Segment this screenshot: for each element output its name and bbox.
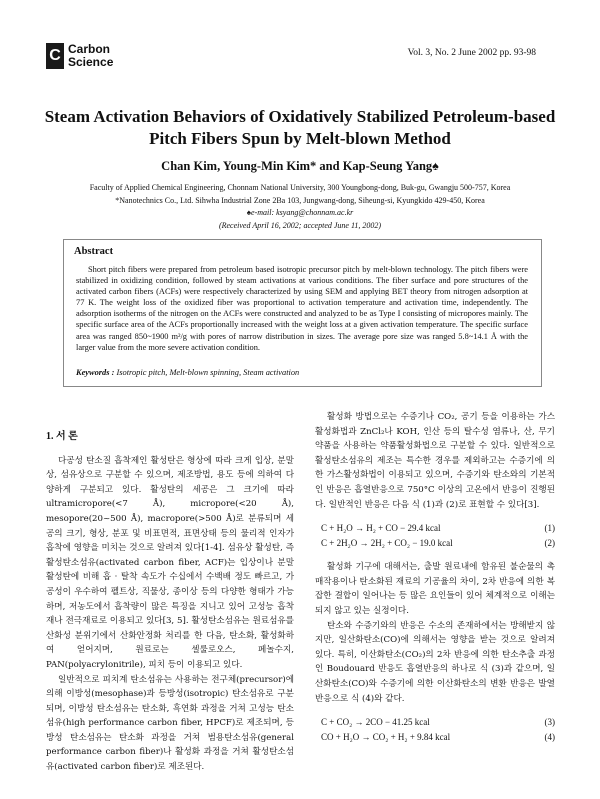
keywords-text: Isotropic pitch, Melt-blown spinning, Steam activation [114, 368, 300, 377]
keywords-label: Keywords : [76, 368, 115, 377]
paragraph: 탄소와 수증기와의 반응은 수소의 존재하에서는 방해받지 않지만, 일산화탄소(CO)에 의해서는 영향을 받는 것으로 알려져 있다. 특히, 이산화탄소(CO₂)의 2차 반응에 의한 탄소추출 과정인 Boudouard 반응도 흡열반응의 하나로 식 (3)과 같으며, 일산화탄소(CO)와 수증기에 의한 이산화탄소의 변환 반응은 발열반응으로 식 (4)와 같다. [315, 620, 555, 704]
equation-number: (2) [544, 538, 555, 549]
section-heading: 1. 서 론 [46, 431, 78, 442]
equation-text: C + H₂O → H₂ + CO − 29.4 kcal [321, 523, 441, 534]
journal-name-line2: Science [68, 55, 114, 69]
equation-block [315, 715, 555, 745]
abstract-text: Short pitch fibers were prepared from petroleum based isotropic precursor pitch by melt-blown technology. The pitch fibers were stabilized in oxidizing condition, followed by steam activations at various conditions. The fiber surface and pore structures of the activated carbon fibers (ACFs) were respectively characterized by using SEM and applying BET theory from nitrogen adsorption at 77 K. The weight loss of the oxidized fiber was proportional to activation temperature and activation time, independently. The adsorption isotherms of the nitrogen on the ACFs were constructed and analyzed to be as Type I consisting of micropores mainly. The specific surface area of the ACFs proportionally increased with the weight loss at a given activation temperature. The specific surface area was ranged 850~1900 m²/g with pores of narrow distribution in sizes. The average pore size was ranged 5.8~14.1 Å with the larger value from the more severe activation condition. [76, 265, 528, 352]
affiliation-2: *Nanotechnics Co., Ltd. Sihwha Industrial Zone 2Ba 103, Jungwang-dong, Siheung-si, Kyungkido 429-450, Korea [115, 195, 485, 205]
affiliations [0, 182, 600, 232]
equation-block [315, 521, 555, 551]
equation-number: (4) [544, 732, 555, 743]
paragraph: 활성화 방법으로는 수증기나 CO₂, 공기 등을 이용하는 가스 활성화법과 ZnCl₂나 KOH, 인산 등의 탈수성 염류나, 산, 무기 약품을 사용하는 약품활성화법으로 구분할 수 있다. 일반적으로 활성탄소섬유의 제조는 특수한 경우를 제외하고는 수증기에 의한 가스활성화법이 이용되고 있으며, 수증기와 탄소와의 기본적인 반응은 흡열반응으로 750°C 이상의 고온에서 반응이 진행된다. 일반적인 반응은 다음 식 (1)과 (2)로 표현할 수 있다[3]. [315, 412, 555, 510]
equation-text: CO + H₂O → CO₂ + H₂ + 9.84 kcal [321, 732, 451, 743]
keywords [76, 368, 299, 377]
journal-logo [46, 43, 113, 69]
carbon-logo-icon: C [46, 43, 64, 69]
equation-number: (3) [544, 717, 555, 728]
equation [315, 715, 555, 730]
equation [315, 536, 555, 551]
paragraph: 활성화 기구에 대해서는, 출발 원료내에 함유된 불순물의 촉매작용이나 탄소화된 재료의 기공율의 차이, 2차 반응에 의한 복잡한 결합이 일어나는 등 많은 요인들이 있어 체계적으로 이해는 되지 않고 있는 실정이다. [315, 562, 555, 616]
abstract-heading: Abstract [74, 246, 114, 257]
equation [315, 521, 555, 536]
abstract-box [63, 239, 542, 387]
equation-text: C + CO₂ → 2CO − 41.25 kcal [321, 717, 430, 728]
affiliation-1: Faculty of Applied Chemical Engineering, Chonnam National University, 300 Youngbong-dong, Buk-gu, Gwangju 500-757, Korea [89, 183, 511, 192]
left-column [46, 430, 294, 775]
journal-name [68, 43, 113, 69]
equation-number: (1) [544, 523, 555, 534]
authors: Chan Kim, Young-Min Kim* and Kap-Seung Yang♠ [161, 159, 439, 173]
equation [315, 730, 555, 745]
paragraph: 다공성 탄소질 흡착제인 활성탄은 형상에 따라 크게 입상, 분말상, 섬유상으로 구분할 수 있으며, 제조방법, 용도 등에 의하여 다양하게 구분되고 있다. 활성탄의 세공은 그 크기에 따라 ultramicropore(<7 Å), micropore(<20 Å), mesopore(20~500 Å), macropore(>500 Å)로 분류되며 세공의 크기, 형상, 분포 및 비표면적, 표면상태 등의 물리적 인자가 흡착에 영향을 미치는 것으로 알려져 있다[1-4]. 섬유상 활성탄, 즉 활성탄소섬유(activated carbon fiber, ACF)는 입상이나 분말 활성탄에 비해 흡 · 탈착 속도가 수십에서 수백배 정도 빠르고, 가공성이 우수하여 펠트상, 직물상, 종이상 등의 다양한 형태가 가능하며, 저농도에서 흡착량이 많은 특징을 지니고 있어 고성능 흡착재나 전극재료로 이용되고 있다[3, 5]. 활성탄소섬유는 원료섬유를 산화성 분위기에서 산화안정화 처리를 한 다음, 탄소화, 활성화하여 얻어지며, 원료로는 셀룰로오스, 페놀수지, PAN(polyacrylonitrile), 피치 등이 이용되고 있다. [46, 455, 294, 670]
title-line1: Steam Activation Behaviors of Oxidatively Stabilized Petroleum-based [44, 107, 556, 126]
equation-text: C + 2H₂O → 2H₂ + CO₂ − 19.0 kcal [321, 538, 453, 549]
right-column [315, 410, 555, 754]
paper-title [0, 106, 600, 150]
author-email: ♠e-mail: ksyang@chonnam.ac.kr [246, 208, 354, 217]
journal-name-line1: Carbon [68, 42, 110, 56]
paragraph: 일반적으로 피치계 탄소섬유는 사용하는 전구체(precursor)에 의해 이방성(mesophase)과 등방성(isotropic) 탄소섬유로 구분되며, 이방성 탄소섬유는 탄소화, 흑연화 과정을 거쳐 고성능 탄소섬유(high performance carbon fiber, HPCF)로 제조되며, 등방성 탄소섬유는 탄소화 과정을 거쳐 범용탄소섬유(general performance carbon fiber)나 활성화 과정을 거쳐 활성탄소섬유(activated carbon fiber)로 제조된다. [46, 674, 294, 773]
title-line2: Pitch Fibers Spun by Melt-blown Method [149, 129, 451, 148]
volume-info: Vol. 3, No. 2 June 2002 pp. 93-98 [407, 48, 536, 58]
received-dates: (Received April 16, 2002; accepted June 11, 2002) [218, 220, 382, 230]
